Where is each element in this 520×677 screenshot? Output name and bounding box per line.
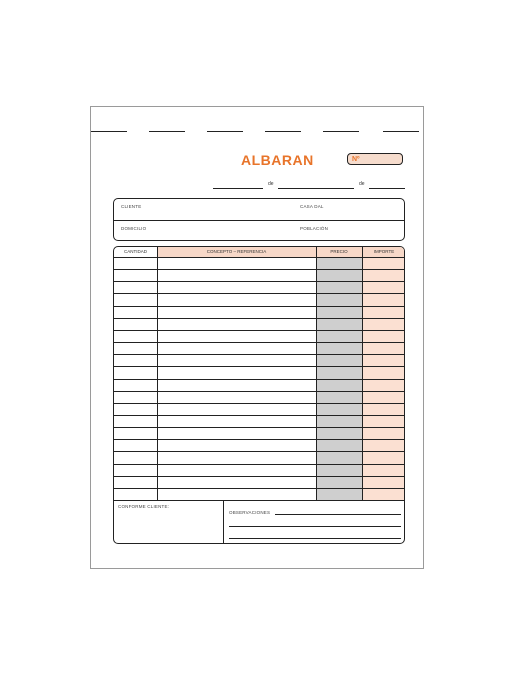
domicilio-label: DOMICILIO — [121, 226, 147, 231]
items-table — [113, 246, 405, 544]
column-divider — [362, 247, 363, 500]
table-row[interactable] — [114, 281, 404, 282]
observaciones-line[interactable] — [229, 526, 401, 527]
table-row[interactable] — [114, 476, 404, 477]
table-row[interactable] — [114, 318, 404, 319]
table-row[interactable] — [114, 293, 404, 294]
table-row[interactable] — [114, 464, 404, 465]
table-row[interactable] — [114, 257, 404, 258]
number-label: Nº — [352, 156, 360, 163]
divider — [114, 220, 404, 221]
conforme-label: CONFORME CLIENTE: — [118, 504, 170, 509]
document-number-field[interactable] — [347, 153, 403, 165]
table-row[interactable] — [114, 439, 404, 440]
table-row[interactable] — [114, 342, 404, 343]
tear-line — [383, 131, 419, 132]
albaran-form — [90, 106, 424, 569]
table-row[interactable] — [114, 354, 404, 355]
table-row[interactable] — [114, 269, 404, 270]
table-row[interactable] — [114, 451, 404, 452]
table-row[interactable] — [114, 306, 404, 307]
footer-column-divider — [223, 500, 224, 544]
table-row[interactable] — [114, 391, 404, 392]
tear-line — [323, 131, 359, 132]
poblacion-label: POBLACIÓN — [300, 226, 329, 231]
observaciones-label: OBSERVACIONES — [229, 510, 271, 515]
footer-divider — [114, 500, 404, 501]
table-row[interactable] — [114, 379, 404, 380]
header-precio: PRECIO — [316, 247, 362, 257]
date-separator: de — [268, 181, 274, 187]
table-row[interactable] — [114, 415, 404, 416]
casa-label: CASA DAL — [300, 204, 324, 209]
header-cantidad: CANTIDAD — [123, 249, 147, 254]
date-month-line[interactable] — [278, 188, 354, 189]
observaciones-line[interactable] — [275, 514, 401, 515]
tear-line — [265, 131, 301, 132]
cliente-label: CLIENTE — [121, 204, 142, 209]
table-row[interactable] — [114, 488, 404, 489]
client-box — [113, 198, 405, 241]
column-divider — [157, 247, 158, 500]
observaciones-line[interactable] — [229, 538, 401, 539]
column-divider — [316, 247, 317, 500]
header-importe: IMPORTE — [362, 247, 405, 257]
table-row[interactable] — [114, 366, 404, 367]
header-concepto: CONCEPTO – REFERENCIA — [157, 247, 316, 257]
tear-line — [91, 131, 127, 132]
tear-line — [207, 131, 243, 132]
date-separator: de — [359, 181, 365, 187]
date-year-line[interactable] — [369, 188, 405, 189]
document-title: ALBARAN — [241, 152, 314, 168]
table-row[interactable] — [114, 330, 404, 331]
date-day-line[interactable] — [213, 188, 263, 189]
table-row[interactable] — [114, 403, 404, 404]
table-row[interactable] — [114, 427, 404, 428]
tear-line — [149, 131, 185, 132]
